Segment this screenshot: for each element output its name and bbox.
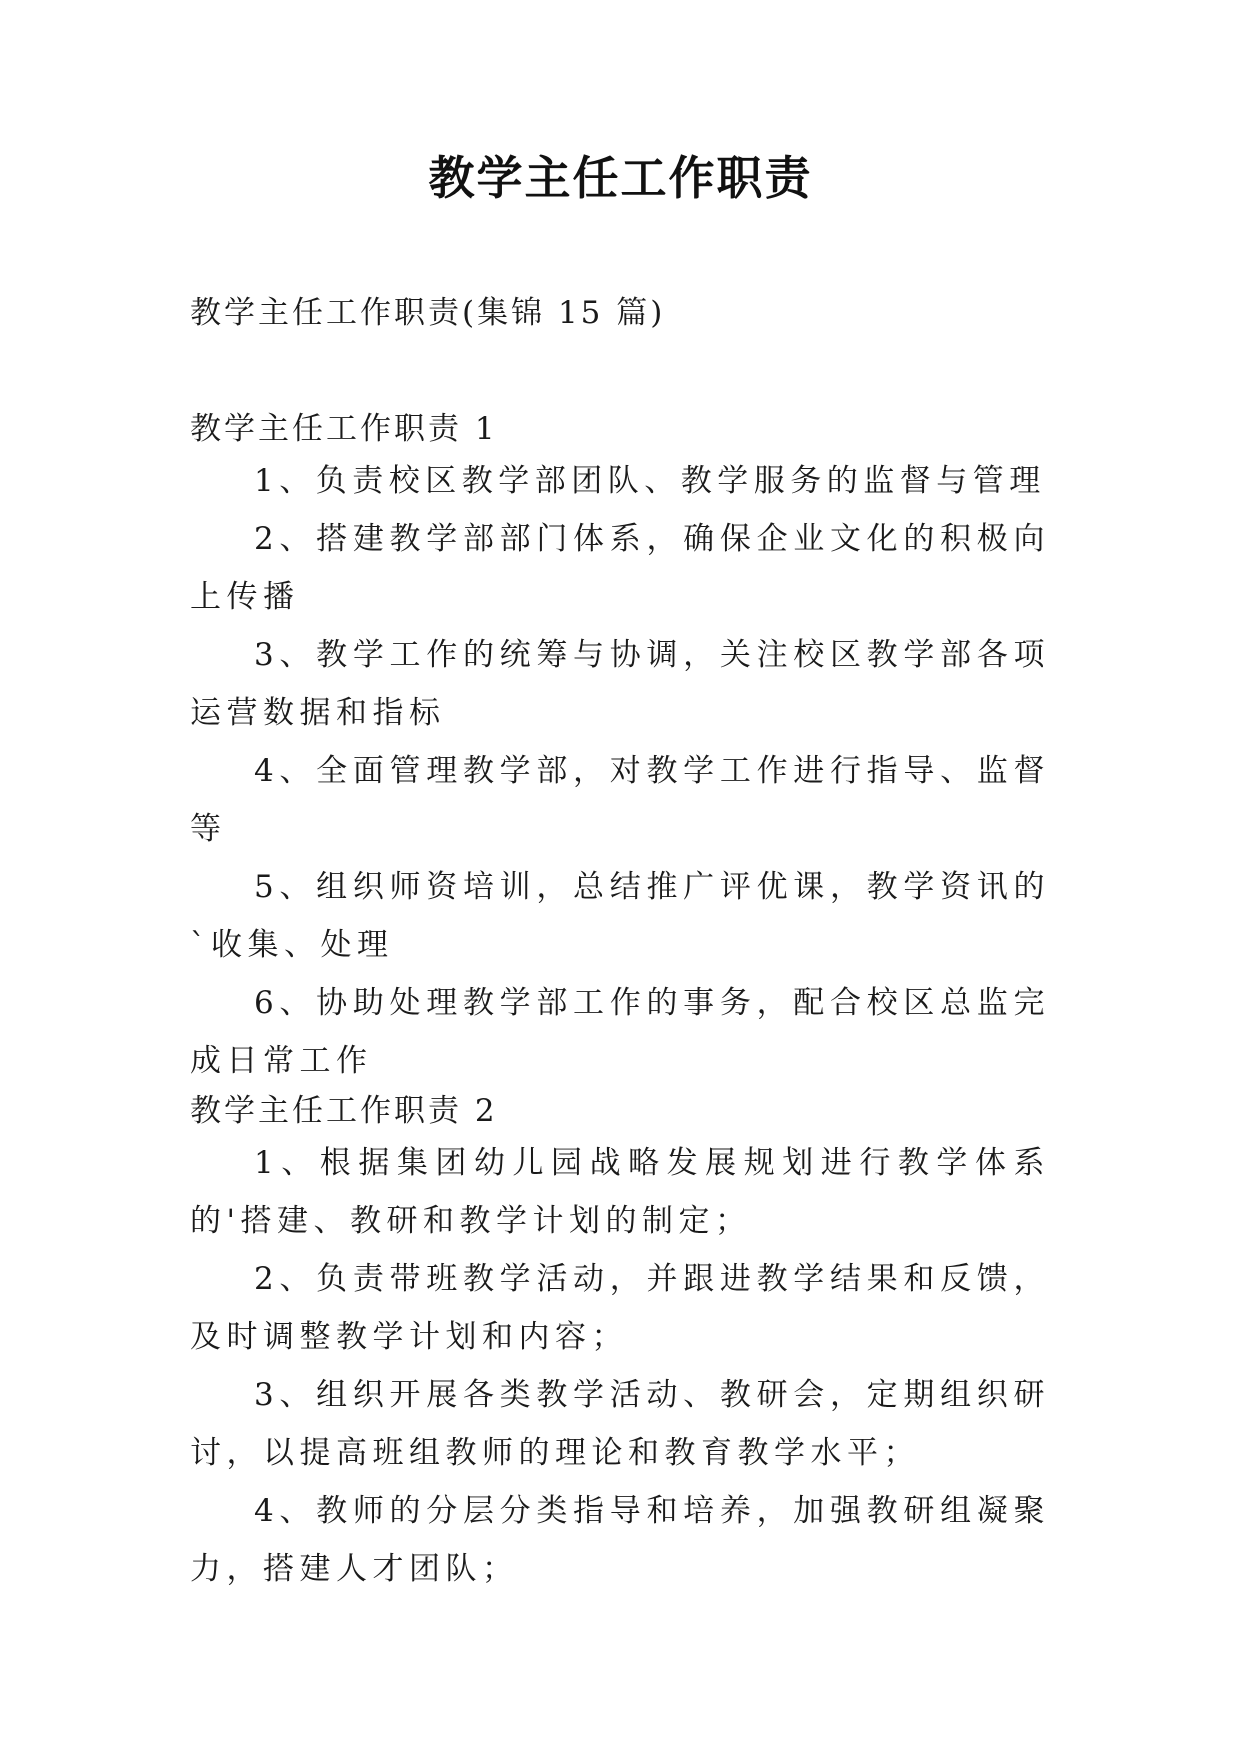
list-item: 5、组织师资培训，总结推广评优课，教学资讯的`收集、处理 <box>190 869 1050 963</box>
section-heading: 教学主任工作职责 1 <box>190 411 498 447</box>
list-item: 1、根据集团幼儿园战略发展规划进行教学体系的'搭建、教研和教学计划的制定； <box>190 1145 1050 1239</box>
section-2 <box>190 1088 1050 1598</box>
list-item: 1、负责校区教学部团队、教学服务的监督与管理 <box>254 463 1046 499</box>
document-subtitle: 教学主任工作职责(集锦 15 篇) <box>190 295 666 331</box>
section-1 <box>190 406 1050 1090</box>
section-heading: 教学主任工作职责 2 <box>190 1093 498 1129</box>
list-item: 6、协助处理教学部工作的事务，配合校区总监完成日常工作 <box>190 985 1050 1079</box>
list-item: 4、全面管理教学部，对教学工作进行指导、监督等 <box>190 753 1050 847</box>
document-body <box>190 290 1050 1598</box>
list-item: 2、负责带班教学活动，并跟进教学结果和反馈，及时调整教学计划和内容； <box>190 1261 1050 1355</box>
list-item: 3、组织开展各类教学活动、教研会，定期组织研讨，以提高班组教师的理论和教育教学水平； <box>190 1377 1050 1471</box>
list-item: 3、教学工作的统筹与协调，关注校区教学部各项运营数据和指标 <box>190 637 1050 731</box>
spacer <box>190 336 1050 406</box>
document-title: 教学主任工作职责 <box>428 151 813 205</box>
list-item: 4、教师的分层分类指导和培养，加强教研组凝聚力，搭建人才团队； <box>190 1493 1050 1587</box>
list-item: 2、搭建教学部部门体系，确保企业文化的积极向上传播 <box>190 521 1050 615</box>
